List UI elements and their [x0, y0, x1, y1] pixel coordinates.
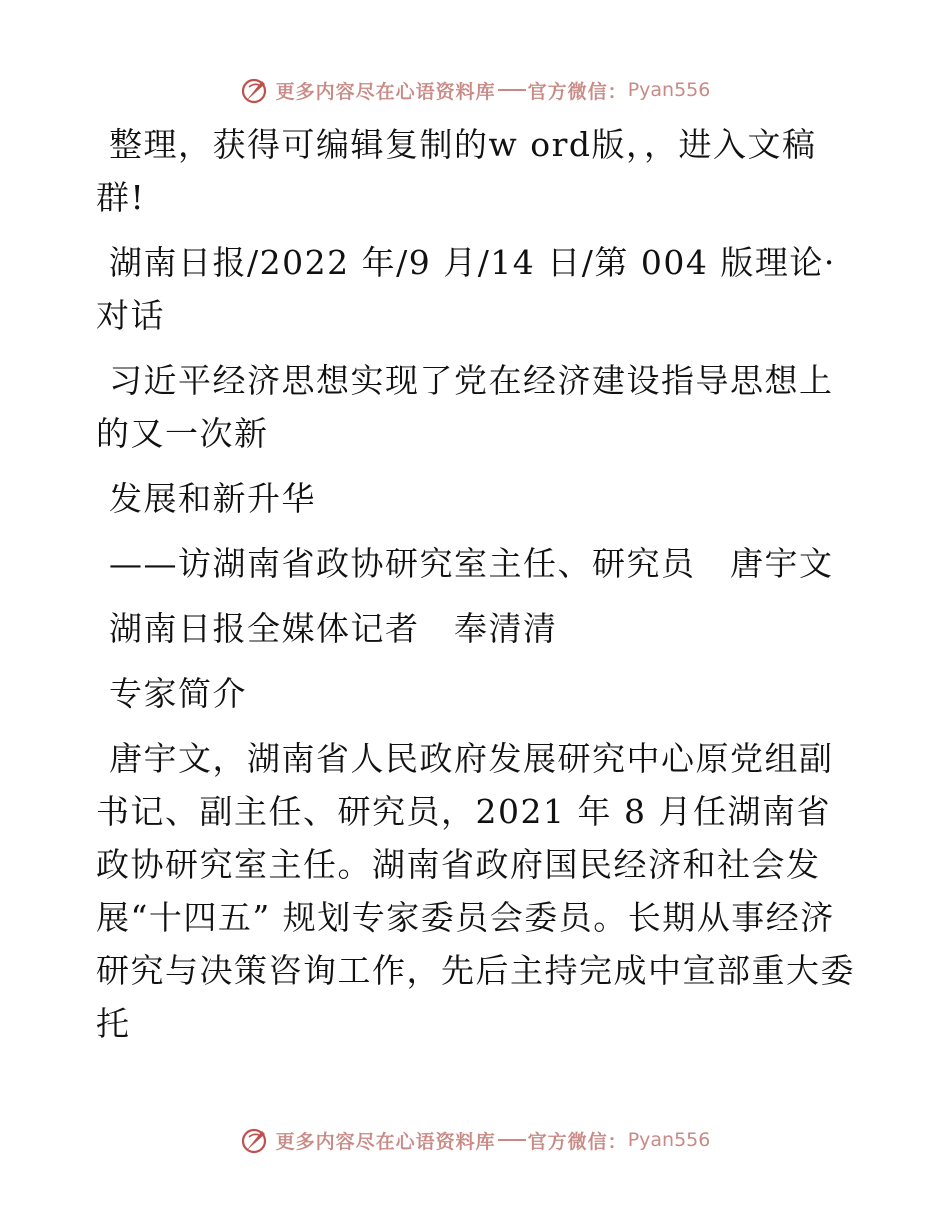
watermark-id: Pyan556: [627, 1129, 711, 1151]
watermark-label: 官方微信：: [527, 1130, 628, 1153]
watermark-dash: [498, 89, 526, 91]
article-title: 习近平经济思想实现了党在经济建设指导思想上的又一次新: [96, 361, 834, 453]
watermark-label: 官方微信：: [527, 80, 628, 103]
reporter-byline: 湖南日报全媒体记者 奉清清: [109, 609, 558, 648]
article-title-continued: 发展和新升华: [109, 479, 316, 518]
paragraph-intro-note: 整理，获得可编辑复制的w ord版，，进入文稿群!: [96, 125, 817, 217]
paragraph-expert-bio: 唐宇文，湖南省人民政府发展研究中心原党组副书记、副主任、研究员，2021 年 8 月任湖南省政协研究室主任。湖南省政府国民经济和社会发展“十四五” 规划专家委员会委员。长期从事经济研究与决策咨询工作，先后主持完成中宣部重大委托: [96, 739, 855, 1043]
quill-circle-logo-icon: [240, 1125, 270, 1155]
watermark-text: 更多内容尽在心语资料库: [275, 80, 496, 103]
quill-circle-logo-icon: [240, 75, 270, 105]
watermark-id: Pyan556: [627, 79, 711, 101]
watermark-dash: [498, 1139, 526, 1141]
footer-watermark: [0, 1120, 950, 1160]
document-body: [96, 118, 856, 1062]
paragraph-source-line: 湖南日报/2022 年/9 月/14 日/第 004 版理论·对话: [96, 243, 836, 335]
section-heading-expert-intro: 专家简介: [109, 674, 247, 713]
article-subtitle: ——访湖南省政协研究室主任、研究员 唐宇文: [109, 544, 834, 583]
watermark-text: 更多内容尽在心语资料库: [275, 1130, 496, 1153]
header-watermark: [0, 70, 950, 110]
